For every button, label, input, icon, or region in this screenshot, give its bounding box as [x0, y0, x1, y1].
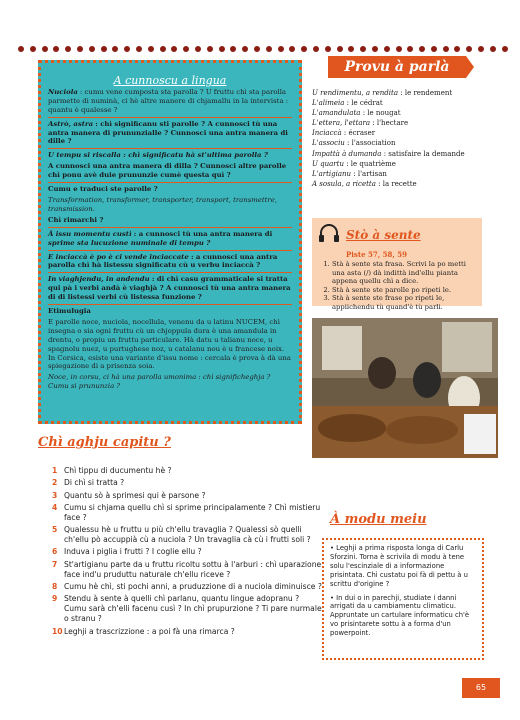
prova-item: A sosula, a ricetta : la recette — [312, 179, 417, 188]
prova-title: Provu à parlà — [328, 56, 466, 78]
dotted-border-top — [18, 46, 508, 54]
etim-text: E parolle noce, nuciola, nocellula, venenu da u latinu NUCEM, chì insegna o sia ogni fruttu cù un chjoppula dura è una amandula in drentu, o propiu un fruttu particulare. Hà datu u talianu noce, u spagnolu nuez, u purtughese noz, u catalanu nou è u francese noix. In Corsica, esiste una variante d'issu nome : cercala è prova à dà una spiegazione di a prisenza soia. — [48, 317, 291, 371]
prova-item: L'alimeia : le cédrat — [312, 99, 383, 108]
list-item: 5 Qualessu hè u fruttu u più ch'ellu travaglia ? Qualessi sò quelli ch'ellu pò accuppià cù a nuciola ? Un travaglia cà cù i frutti soli ? — [52, 525, 311, 545]
list-item: 7 St'artigianu parte da u fruttu ricoltu sottu à l'arburi : chì uparazione face ind'u pruduttu naturale ch'ellu riceve ? — [52, 559, 322, 579]
modu-p2: • In dui o in parechji, studiate i danni arrigati da u cambiamentu climaticu. Appruntate un cartulare informaticu ch'è vo prisintarete sottu à a forma d'un powerpoint. — [330, 593, 470, 638]
cunnoscu-box — [38, 60, 302, 424]
questions-list — [52, 466, 322, 639]
prova-item: Impattà à dumanda : satisfaire la demande — [312, 149, 465, 158]
sto-piste: Piste 57, 58, 59 — [346, 250, 407, 259]
list-item: 8 Cumu hè chì, sti pochi anni, a pruduzzione di a nuciola diminuisce ? — [52, 582, 322, 592]
prova-list — [312, 88, 484, 189]
cunnoscu-title: A cunnoscu a lingua — [113, 74, 227, 87]
list-item: 10 Leghji a trascrizzione : a poi fà una rimarca ? — [52, 626, 235, 636]
cunnoscu-p9: In viaghjendu, in andendu : di chì casu grammaticale si tratta qui pà i verbi andà è viaghjà ? A cunnosci tù una antra manera di di listessi verbi cù listessa funzione ? — [48, 275, 291, 302]
headphones-icon — [318, 223, 340, 247]
prova-item: Inciaccà : écraser — [312, 129, 376, 138]
list-item: 9 Stendu à sente à quelli chì parlanu, quantu lingue adopranu ? Cumu sarà ch'elli facenu cusì ? In chì prupurzione ? Ti pare nurmale o stranu ? — [52, 594, 322, 624]
cunnoscu-p2: Astrò, astra : chì significanu sti parolle ? A cunnosci tù una antra manera di prununzialle ? Cunnosci una antra manera di dille ? — [48, 119, 288, 146]
prova-item: L'amandulata : le nougat — [312, 109, 401, 118]
chi-title: Chì aghju capitu ? — [38, 435, 171, 450]
modu-title: À modu meiu — [330, 512, 427, 527]
cunnoscu-p8: E inciaccà è po è ci vende inciaccate : a cunnosci una antra parolla chì hà listessu significatu cù u verbu inciaccà ? — [48, 252, 278, 270]
cunnoscu-p3: U tempu si riscalla : chì significatu hà st'ultima parolla ? — [48, 151, 268, 160]
sto-list — [318, 260, 476, 312]
modu-p1: • Leghji a prima risposta longa di Carlu Sforzini. Torna è scrivila di modu à tene solu l'escinziale di a informazione prisintata. Chì custatu poi fà di pettu à u scrittu d'origine ? — [330, 544, 468, 588]
list-item: 4 Cumu si chjama quellu chì si sprime principalamente ? Chì mistieru face ? — [52, 502, 321, 522]
list-item: 1 Chì tippu di ducumentu hè ? — [52, 466, 172, 475]
sto-box — [312, 218, 482, 311]
workshop-photo — [312, 318, 498, 458]
modu-box — [322, 538, 484, 660]
list-item: 3. Stà à sente ste frase po ripeti le, appiichendu tù quand'è tù parli. — [332, 294, 476, 311]
prova-item: U rendimentu, a rendita : le rendement — [312, 89, 453, 97]
cunnoscu-p7: À issu momentu custì : a cunnosci tù una antra manera di sprime sta lucuzione numinale di tempu ? — [48, 229, 273, 247]
prova-item: U quartu : le quatrième — [312, 159, 396, 168]
list-item: 2 Di chì si tratta ? — [52, 478, 125, 488]
cunnoscu-p5-words: Transformation, transformer, transporter, transport, transmettre, transmission. — [48, 195, 277, 213]
list-item: 2. Stà à sente ste parolle po ripeti le. — [332, 286, 476, 295]
page-number: 65 — [462, 678, 500, 698]
etim-last: Noce, in corsu, ci hà una parolla umonima : chì significheghja ? Cumu si prununzia ? — [48, 373, 271, 391]
prova-item: L'ettera, l'ettara : l'hectare — [312, 119, 409, 128]
prova-item: L'associu : l'association — [312, 139, 396, 148]
list-item: 3 Quantu sò à sprimesi qui è parsone ? — [52, 490, 206, 500]
sto-title: Stò à sente — [346, 228, 421, 242]
list-item: 1. Stà à sente sta frasa. Scrivi la po metti una asta (/) dà indittà ind'ellu pianta appena quellu chì a dice. — [332, 260, 476, 286]
list-item: 6 Induva i piglia i frutti ? I coglie ellu ? — [52, 547, 202, 557]
cunnoscu-p1: Nuciola : cumu vene cumposta sta parolla ? U fruttu chì sta parolla parmette di numinà, ci hè altre manere di chjamallu in la intervista : quantu è qualesse ? — [48, 87, 289, 114]
etim-title: Etimulugia — [48, 307, 91, 316]
cunnoscu-p4: A cunnosci una antra manera di dilla ? Cunnosci altre parolle chì ponu avè duie prununzie cumè questa quì ? — [48, 162, 287, 180]
cunnoscu-p5: Cumu e traduci ste parolle ? — [48, 185, 158, 194]
cunnoscu-p6: Chì rimarchi ? — [48, 215, 104, 224]
prova-item: L'artigianu : l'artisan — [312, 169, 387, 178]
